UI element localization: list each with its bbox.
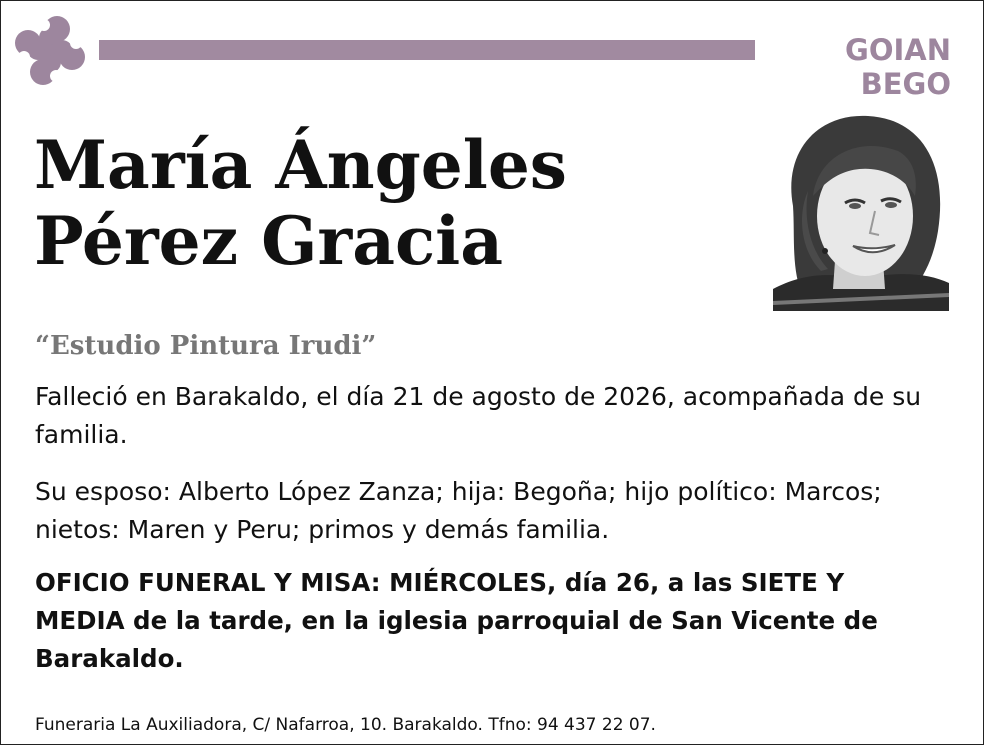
name-line-1: María Ángeles — [34, 126, 567, 204]
header — [1, 1, 983, 101]
portrait-photo — [773, 111, 949, 311]
funeral-home-info: Funeraria La Auxiliadora, C/ Nafarroa, 10. Barakaldo. Tfno: 94 437 22 07. — [35, 715, 656, 735]
deceased-name — [34, 127, 734, 279]
lauburu-icon — [11, 11, 89, 89]
header-band — [99, 40, 755, 60]
section-label: GOIAN BEGO — [845, 33, 951, 101]
studio-name: “Estudio Pintura Irudi” — [35, 331, 377, 361]
family-list: Su esposo: Alberto López Zanza; hija: Begoña; hijo político: Marcos; nietos: Maren y Peru; primos y demás familia. — [35, 477, 882, 544]
death-notice: Falleció en Barakaldo, el día 21 de agosto de 2026, acompañada de su familia. — [35, 382, 922, 449]
funeral-details: OFICIO FUNERAL Y MISA: MIÉRCOLES, día 26, a las SIETE Y MEDIA de la tarde, en la iglesia parroquial de San Vicente de Barakaldo. — [35, 568, 878, 673]
name-line-2: Pérez Gracia — [34, 202, 503, 280]
